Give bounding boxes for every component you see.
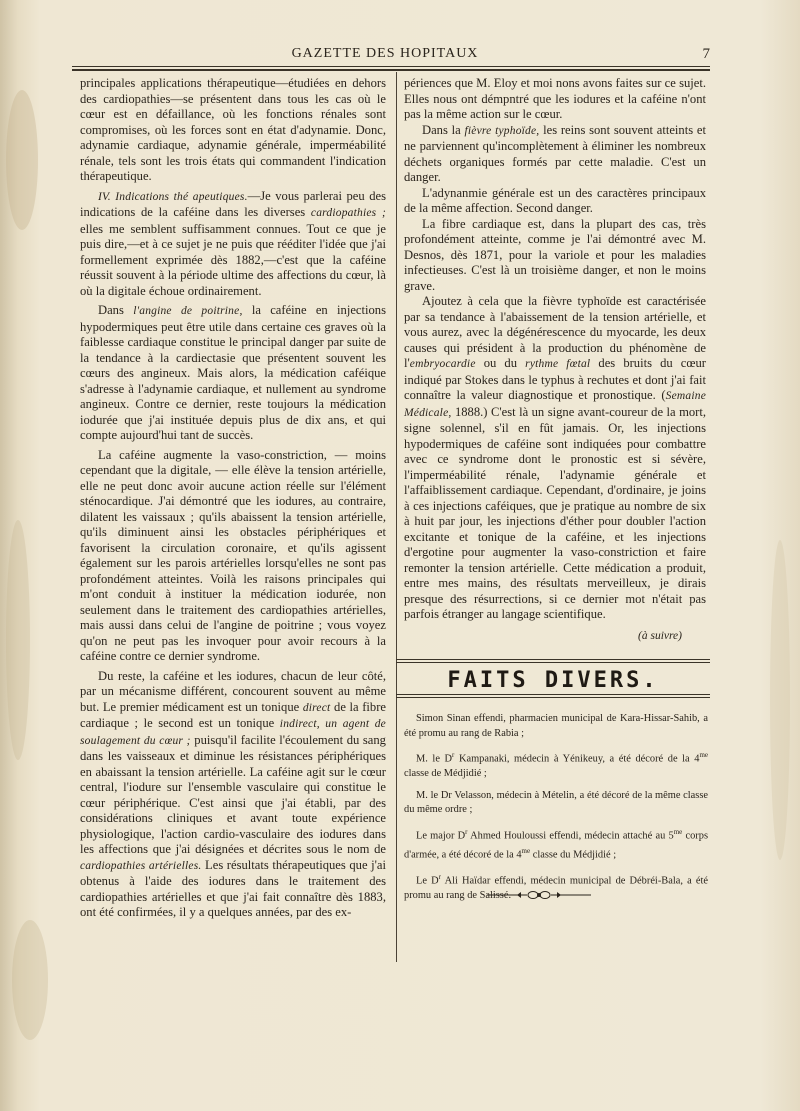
section-heading: IV. Indications thé apeutiques. <box>98 190 248 203</box>
decorative-ornament <box>487 889 591 901</box>
paragraph: Dans la fièvre typhoïde, les reins sont souvent atteints et ne parviennent qu'incomplètement à éliminer les nombreux déchets organiques formés par cette maladie. C'est un danger. <box>404 122 706 184</box>
paragraph: Du reste, la caféine et les iodures, chacun de leur côté, par un mécanisme différent, concourent souvent au même but. Le premier médicament est un tonique direct de la fibre cardiaque ; le second est un tonique indirect, un agent de soulagement du cœur ; puisqu'il facilite l'écoulement du sang dans les vaisseaux et diminue les résistances périphériques en abaissant la tension artérielle. La caféine agit sur le cœur central, l'iodure sur l'ensemble vasculaire qui constitue le cœur périphérique. C'est ainsi que j'ai établi, par des considérations cliniques et avant toute expérience physiologique, l'action cardio-vasculaire des iodures dans les affections que j'ai désignées et décrites sous le nom de cardiopathies artérielles. Les résultats thérapeutiques que j'ai obtenus à l'aide des iodures dans le traitement des cardiopathies artérielles et que j'ai fait connaître dès 1883, ont été confirmées, il y a quelques années, par des ex- <box>80 668 386 919</box>
header-rule <box>72 66 710 71</box>
section-rule-bottom <box>396 694 710 698</box>
column-divider <box>396 72 397 962</box>
journal-title: GAZETTE DES HOPITAUX <box>291 46 479 61</box>
news-item: M. le $D^r$ Kampanaki, médecin à Yénikeuy, a été décoré de la $4^{me}$ classe de Médjidié ; <box>404 751 708 780</box>
news-item: Simon Sinan effendi, pharmacien municipal de Kara-Hissar-Sahib, a été promu au rang de Rabia ; <box>404 713 708 739</box>
section-rule-top <box>396 659 710 663</box>
paragraph: IV. Indications thé apeutiques.—Je vous parlerai peu des indications de la caféine dans les diverses cardiopathies ; elles me semblent suffisamment connues. Tout ce que je puis dire,—et à ce sujet je ne puis que rééditer l'idée que j'ai formellement exprimée dès 1882,—c'est que la caféine réussit souvent à la période ultime des affections du cœur, là où la digitale échoue ordinairement. <box>80 188 386 298</box>
right-column <box>404 76 706 644</box>
paragraph: La fibre cardiaque est, dans la plupart des cas, très profondément atteinte, comme je l'ai démontré avec M. Desnos, dès 1871, pour la variole et pour les maladies infectieuses. C'est là un troisième danger, et non le moins grave. <box>404 216 706 293</box>
to-follow-note: (à suivre) <box>638 629 682 642</box>
page-header <box>60 42 710 66</box>
left-column <box>80 76 386 921</box>
news-item: Le major $D^r$ Ahmed Houloussi effendi, médecin attaché au $5^{me}$ corps d'armée, a été décoré de la $4^{me}$ classe du Médjidié ; <box>404 828 708 861</box>
paragraph: Dans l'angine de poitrine, la caféine en injections hypodermiques peut être utile dans certaine ces graves où la faiblesse cardiaque constitue le principal danger par suite de la tendance à la cardiectasie que présentent souvent les cœurs des angineux. Mais alors, la médication caféique s'adresse à l'adynamie cardiaque, et nullement au syndrome angineux. Contre ce dernier, reste toujours la médication iodurée que j'ai instituée depuis plus de dix ans, et qui compte aujourd'hui tant de succès. <box>80 303 386 442</box>
news-item: M. le Dr Velasson, médecin à Mételin, a été décoré de la même classe du même ordre ; <box>404 789 708 816</box>
section-title: FAITS DIVERS. <box>447 668 659 693</box>
faits-divers-list <box>404 712 708 911</box>
paragraph: L'adynanmie générale est un des caractères principaux de la même affection. Second danger. <box>404 185 706 215</box>
paragraph: Ajoutez à cela que la fièvre typhoïde est caractérisée par sa tendance à l'abaissement de la tension artérielle, et vous aurez, avec la dégénérescence du myocarde, les deux causes qui président à la production du phénomène de l'embryocardie ou du rythme fœtal des bruits du cœur indiqué par Stokes dans le typhus à rechutes et dont j'ai fait connaître la valeur diagnostique et pronostique. (Semaine Médicale, 1888.) C'est là un signe avant-coureur de la mort, signe solennel, s'il en fût jamais. Or, les injections hypodermiques de caféine sont indiquées pour combattre avec ce syndrome dont le pronostic est si sévère, l'imperméabilité rénale, l'adynamie générale et l'affaiblissement cardiaque. Cependant, d'ordinaire, je joins à ces injections caféiques, que je pratique au nombre de six à huit par jour, les injections d'éther pour doubler l'action excitante et tonique de la caféine, et les injections d'ergotine pour augmenter la vaso-constriction et faire remonter la tension artérielle. Cette médication a produit, entre mes mains, des résultats merveilleux, je dirais presque des résurrections, si ce dernier mot n'était pas parfois étranger au langage scientifique. <box>404 294 706 621</box>
paragraph: périences que M. Eloy et moi nons avons faites sur ce sujet. Elles nous ont démpntré que les iodures et la caféine n'ont pas la même action sur le cœur. <box>404 76 706 121</box>
news-item: Le $D^r$ Ali Haïdar effendi, médecin municipal de Débréi-Bala, a été promu au rang de Salissé. <box>404 873 708 902</box>
paragraph: principales applications thérapeutique—étudiées en dehors des cardiopathies—se présentent dans tous les cas où le cœur est en défaillance, où les fonctions rénales sont compromises, où les forces sont en état d'adynamie. Donc, adynamie cardiaque, adynamie générale, imperméabilité rénale, tels sont les trois états qui commandent l'indication thérapeutique. <box>80 76 386 183</box>
paragraph: La caféine augmente la vaso-constriction, — moins cependant que la digitale, — elle élève la tension artérielle, elle ne peut donc avoir aucune action réelle sur l'élément sténocardique. J'ai démontré que les iodures, au contraire, dilatent les vaissaux ; qu'ils abaissent la tension artérielle, qu'ils diminuent ainsi les obstacles périphériques et favorisent la circulation coronaire, et qu'ils agissent également sur les parois artérielles lorsqu'elles ne sont pas profondément atteintes. Voilà les raisons principales qui m'ont conduit à instituer la médication iodurée, non seulement dans le traitement des cardiopathies artérielles, mais aussi dans celui de l'angine de poitrine ; vous voyez qu'on ne peut pas les invoquer pour avoir recours à la caféine contre ce dernier syndrome. <box>80 447 386 663</box>
page-number: 7 <box>702 46 710 62</box>
